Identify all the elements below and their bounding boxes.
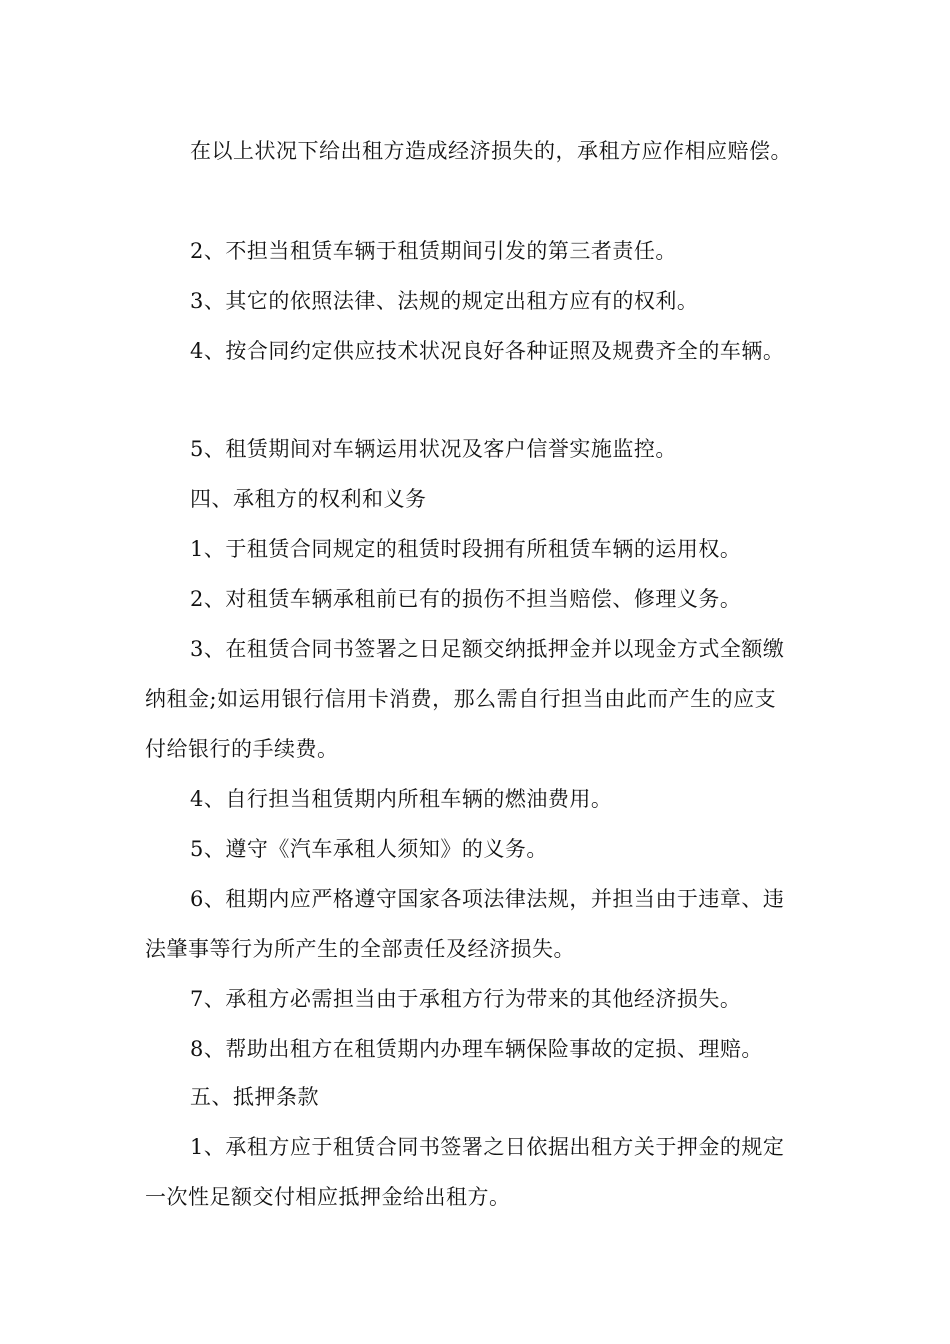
paragraph-line: 4、按合同约定供应技术状况良好各种证照及规费齐全的车辆。 [190, 339, 785, 363]
section-heading: 五、抵押条款 [190, 1085, 319, 1109]
paragraph-line: 3、在租赁合同书签署之日足额交纳抵押金并以现金方式全额缴 [190, 637, 785, 661]
paragraph-line: 3、其它的依照法律、法规的规定出租方应有的权利。 [190, 289, 699, 313]
paragraph-line: 付给银行的手续费。 [145, 737, 339, 761]
paragraph-line: 5、租赁期间对车辆运用状况及客户信誉实施监控。 [190, 437, 677, 461]
paragraph-line: 一次性足额交付相应抵押金给出租方。 [145, 1185, 511, 1209]
paragraph-line: 纳租金;如运用银行信用卡消费，那么需自行担当由此而产生的应支 [145, 687, 777, 711]
paragraph-line: 2、不担当租赁车辆于租赁期间引发的第三者责任。 [190, 239, 677, 263]
paragraph-line: 1、于租赁合同规定的租赁时段拥有所租赁车辆的运用权。 [190, 537, 742, 561]
paragraph-line: 6、租期内应严格遵守国家各项法律法规，并担当由于违章、违 [190, 887, 785, 911]
paragraph-line: 在以上状况下给出租方造成经济损失的，承租方应作相应赔偿。 [190, 139, 792, 163]
paragraph-line: 法肇事等行为所产生的全部责任及经济损失。 [145, 937, 575, 961]
section-heading: 四、承租方的权利和义务 [190, 487, 427, 511]
paragraph-line: 7、承租方必需担当由于承租方行为带来的其他经济损失。 [190, 987, 742, 1011]
paragraph-line: 4、自行担当租赁期内所租车辆的燃油费用。 [190, 787, 613, 811]
paragraph-line: 1、承租方应于租赁合同书签署之日依据出租方关于押金的规定 [190, 1135, 785, 1159]
paragraph-line: 2、对租赁车辆承租前已有的损伤不担当赔偿、修理义务。 [190, 587, 742, 611]
paragraph-line: 5、遵守《汽车承租人须知》的义务。 [190, 837, 548, 861]
paragraph-line: 8、帮助出租方在租赁期内办理车辆保险事故的定损、理赔。 [190, 1037, 763, 1061]
